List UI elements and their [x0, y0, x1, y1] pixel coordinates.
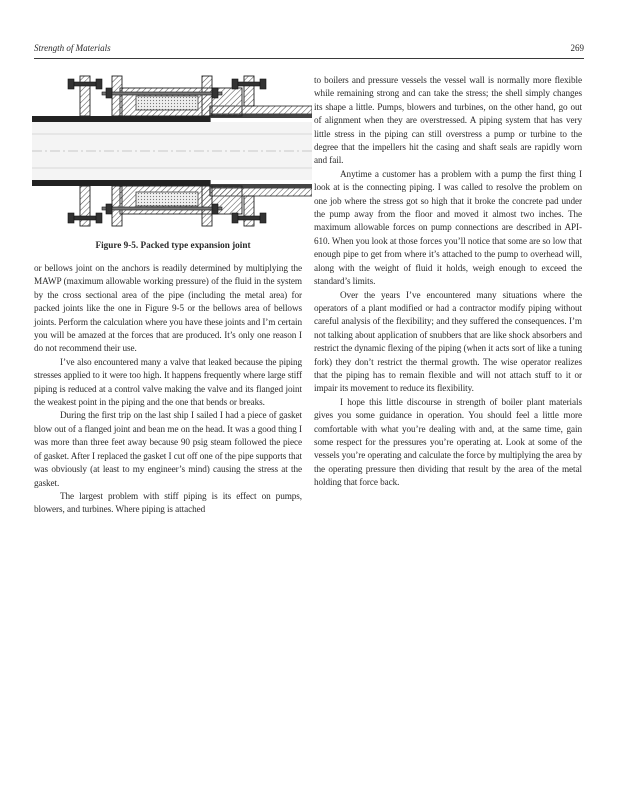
- page-header: [34, 43, 584, 59]
- paragraph: or bellows joint on the anchors is readily determined by multiplying the MAWP (maximum allowable working pressure) of the fluid in the system by the cross sectional area of the pipe (including the metal area) for packed joints like the one in Figure 9-5 or the bellows area of bellows joints. Perform the calculation where you have these joints and I’m certain you will be amazed at the forces that are produced. It’s only one reason I do not recommend their use.: [34, 263, 303, 354]
- paragraph: I hope this little discourse in strength of boiler plant materials gives you some guidance in operation. You should feel a little more comfortable with what you’re dealing with and, at the same time, gain some respect for the pressures you’re operating at. Look at some of the vessels you’re operating and calculate the force by multiplying the area by the operating pressure then dividing that result by the area of the metal holding that force back.: [314, 396, 582, 488]
- paragraph: During the first trip on the last ship I sailed I had a piece of gasket blow out of a flanged joint and bean me on the head. It was a good thing I was more than three feet away because 90 psig steam followed the piece of gasket. After I replaced the gasket I cut off one of the pipe supports that was obviously (at least to my engineer’s mind) causing the stress at the gasket.: [34, 410, 302, 488]
- page-number: 269: [570, 43, 584, 53]
- figure-expansion-joint: [32, 66, 312, 256]
- packed-expansion-joint-drawing: [32, 66, 312, 236]
- running-title: Strength of Materials: [34, 43, 111, 53]
- left-column: [34, 262, 302, 517]
- paragraph: to boilers and pressure vessels the vessel wall is normally more flexible while remaining strong and can take the stress; the shell simply changes its shape a little. Pumps, blowers and turbines, on the other hand, go out of alignment when they are overstressed. A piping system that has very little stress in the piping can still overstress a pump or turbine to the degree that the impellers hit the casing and shaft seals are rapidly worn and fail.: [314, 75, 582, 166]
- paragraph: Over the years I’ve encountered many situations where the operators of a plant modified or had a contractor modify piping without careful analysis of the flexibility; and they suffered the consequences. I’m not talking about application of snubbers that are like shock absorbers and restrict the dynamic flexing of the piping (when it acts sort of like a tuning fork) they don’t restrict the thermal growth. The wise operator realizes that the piping has to remain flexible and will not attach stuff to it or impair its movement to reduce its flexibility.: [314, 289, 582, 394]
- header-rule: [34, 58, 584, 59]
- figure-caption: Figure 9-5. Packed type expansion joint: [95, 240, 251, 250]
- paragraph: Anytime a customer has a problem with a pump the first thing I look at is the connecting piping. I was called to resolve the problem on one job where the stress got so high that it broke the concrete pad under the pump away from the floor and moved it almost two inches. The maximum allowable forces on pump connections are described in API-610. When you look at those forces you’ll notice that some are so low that enough pipe to get from where it’s attached to the pump to overhead will, along with the weight of fluid it holds, weigh enough to exceed the standard’s limits.: [314, 168, 582, 287]
- right-column: [314, 74, 582, 490]
- paragraph: I’ve also encountered many a valve that leaked because the piping stresses applied to it were too high. It happens frequently where large stiff piping is reduced at a control valve making the valve and its flanged joint the weakest point in the piping and the one that bends or breaks.: [34, 356, 302, 408]
- paragraph: The largest problem with stiff piping is its effect on pumps, blowers, and turbines. Where piping is attached: [34, 490, 302, 515]
